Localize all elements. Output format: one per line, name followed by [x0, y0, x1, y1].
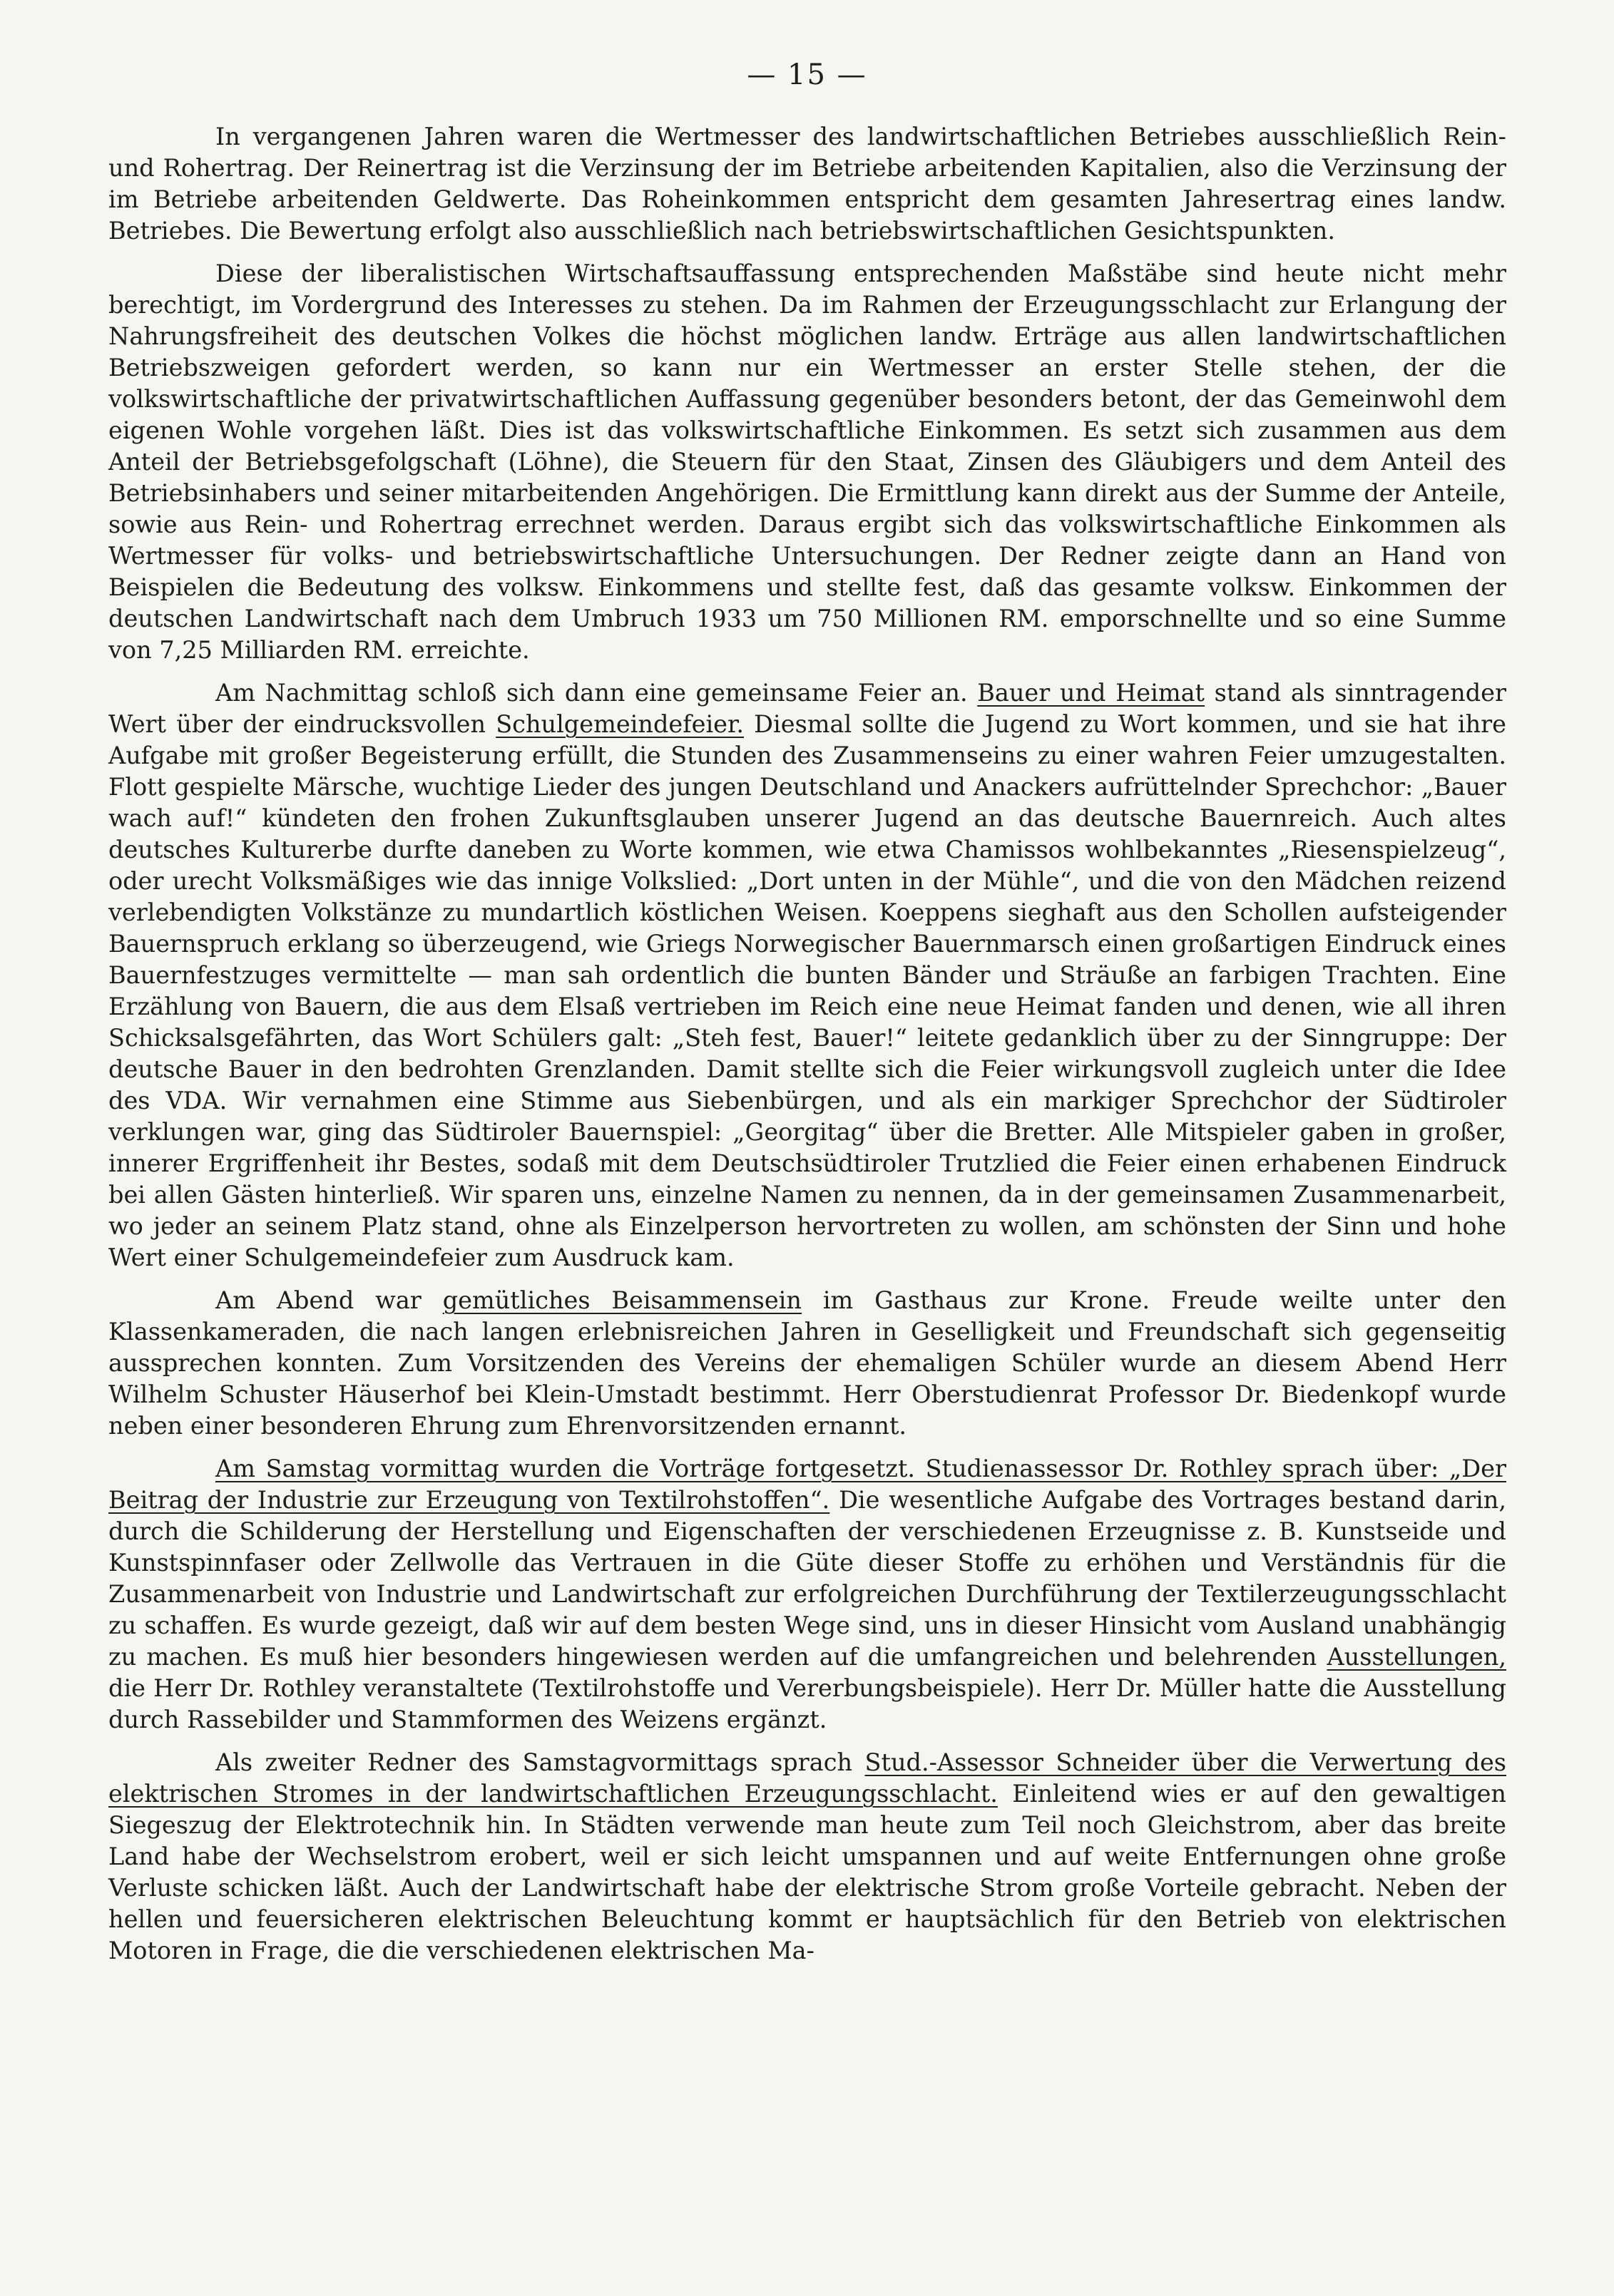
paragraph-abend: [108, 1285, 1506, 1442]
underlined-phrase: Schulgemeindefeier.: [496, 710, 744, 738]
underlined-phrase: Ausstellungen,: [1327, 1643, 1506, 1671]
text-run: Einleitend wies er auf den gewaltigen Siegeszug der Elektrotechnik hin. In Städten verwende man heute zum Teil noch Gleichstrom, aber das breite Land habe der Wechselstrom erobert, weil er sich leicht umspannen und auf weite Entfernungen ohne große Verluste schicken läßt. Auch der Landwirtschaft habe der elektrische Strom große Vorteile gebracht. Neben der hellen und feuersicheren elektrischen Beleuchtung kommt er hauptsächlich für den Betrieb von elektrischen Motoren in Frage, die die verschiedenen elektrischen Ma-: [108, 1780, 1506, 1964]
text-run: stand als sinntragender Wert über der eindrucksvollen: [108, 679, 1506, 738]
paragraph-volkswirtschaftliches-einkommen: Diese der liberalistischen Wirtschaftsauffassung entsprechenden Maßstäbe sind heute nicht mehr berechtigt, im Vordergrund des Interesses zu stehen. Da im Rahmen der Erzeugungsschlacht zur Erlangung der Nahrungsfreiheit des deutschen Volkes die höchst möglichen landw. Erträge aus allen landwirtschaftlichen Betriebszweigen gefordert werden, so kann nur ein Wertmesser an erster Stelle stehen, der die volkswirtschaftliche der privatwirtschaftlichen Auffassung gegenüber besonders betont, der das Gemeinwohl dem eigenen Wohle vorgehen läßt. Dies ist das volkswirtschaftliche Einkommen. Es setzt sich zusammen aus dem Anteil der Betriebsgefolgschaft (Löhne), die Steuern für den Staat, Zinsen des Gläubigers und dem Anteil des Betriebsinhabers und seiner mitarbeitenden Angehörigen. Die Ermittlung kann direkt aus der Summe der Anteile, sowie aus Rein- und Rohertrag errechnet werden. Daraus ergibt sich das volkswirtschaftliche Einkommen als Wertmesser für volks- und betriebswirtschaftliche Untersuchungen. Der Redner zeigte dann an Hand von Beispielen die Bedeutung des volksw. Einkommens und stellte fest, daß das gesamte volksw. Einkommen der deutschen Landwirtschaft nach dem Umbruch 1933 um 750 Millionen RM. emporschnellte und so eine Summe von 7,25 Milliarden RM. erreichte.: [108, 260, 1506, 664]
text-run: Am Nachmittag schloß sich dann eine gemeinsame Feier an.: [215, 679, 978, 707]
underlined-phrase: Bauer und Heimat: [977, 679, 1205, 707]
text-run: Als zweiter Redner des Samstagvormittags sprach: [215, 1748, 865, 1776]
article-body: [108, 121, 1506, 1978]
text-run: Diesmal sollte die Jugend zu Wort kommen, und sie hat ihre Aufgabe mit großer Begeisterung erfüllt, die Stunden des Zusammenseins zu einer wahren Feier umzugestalten. Flott gespielte Märsche, wuchtige Lieder des jungen Deutschland und Anackers aufrüttelnder Sprechchor: „Bauer wach auf!“ kündeten den frohen Zukunftsglauben unserer Jugend an das deutsche Bauernreich. Auch altes deutsches Kulturerbe durfte daneben zu Worte kommen, wie etwa Chamissos wohlbekanntes „Riesenspielzeug“, oder urecht Volksmäßiges wie das innige Volkslied: „Dort unten in der Mühle“, und die von den Mädchen reizend verlebendigten Volkstänze zu mundartlich köstlichen Weisen. Koeppens sieghaft aus den Schollen aufsteigender Bauernspruch erklang so überzeugend, wie Griegs Norwegischer Bauernmarsch einen großartigen Eindruck eines Bauernfestzuges vermittelte — man sah ordentlich die bunten Bänder und Sträuße an farbigen Trachten. Eine Erzählung von Bauern, die aus dem Elsaß vertrieben im Reich eine neue Heimat fanden und denen, wie all ihren Schicksalsgefährten, das Wort Schülers galt: „Steh fest, Bauer!“ leitete gedanklich über zu der Sinngruppe: Der deutsche Bauer in den bedrohten Grenzlanden. Damit stellte sich die Feier wirkungsvoll zugleich unter die Idee des VDA. Wir vernahmen eine Stimme aus Siebenbürgen, und als ein markiger Sprechchor der Südtiroler verklungen war, ging das Südtiroler Bauernspiel: „Georgitag“ über die Bretter. Alle Mitspieler gaben in großer, innerer Ergriffenheit ihr Bestes, sodaß mit dem Deutschsüdtiroler Trutzlied die Feier einen erhabenen Eindruck bei allen Gästen hinterließ. Wir sparen uns, einzelne Namen zu nennen, da in der gemeinsamen Zusammenarbeit, wo jeder an seinem Platz stand, ohne als Einzelperson hervortreten zu wollen, am schönsten der Sinn und hohe Wert einer Schulgemeindefeier zum Ausdruck kam.: [108, 710, 1506, 1271]
underlined-phrase: gemütliches Beisammensein: [442, 1286, 802, 1314]
text-run: Die wesentliche Aufgabe des Vortrages bestand darin, durch die Schilderung der Herstellung und Eigenschaften der verschiedenen Erzeugnisse z. B. Kunstseide und Kunstspinnfaser oder Zellwolle das Vertrauen in die Güte dieser Stoffe zu erhöhen und Verständnis für die Zusammenarbeit von Industrie und Landwirtschaft zur erfolgreichen Durchführung der Textilerzeugungsschlacht zu schaffen. Es wurde gezeigt, daß wir auf dem besten Wege sind, uns in dieser Hinsicht vom Ausland unabhängig zu machen. Es muß hier besonders hingewiesen werden auf die umfangreichen und belehrenden: [108, 1486, 1506, 1671]
text-run: im Gasthaus zur Krone. Freude weilte unter den Klassenkameraden, die nach langen erlebnisreichen Jahren in Geselligkeit und Freundschaft sich gegenseitig aussprechen konnten. Zum Vorsitzenden des Vereins der ehemaligen Schüler wurde an diesem Abend Herr Wilhelm Schuster Häuserhof bei Klein-Umstadt bestimmt. Herr Oberstudienrat Professor Dr. Biedenkopf wurde neben einer besonderen Ehrung zum Ehrenvorsitzenden ernannt.: [108, 1286, 1506, 1440]
paragraph-wertmesser: In vergangenen Jahren waren die Wertmesser des landwirtschaftlichen Betriebes ausschließlich Rein- und Rohertrag. Der Reinertrag ist die Verzinsung der im Betriebe arbeitenden Kapitalien, also die Verzinsung der im Betriebe arbeitenden Geldwerte. Das Roheinkommen entspricht dem gesamten Jahresertrag eines landw. Betriebes. Die Bewertung erfolgt also ausschließlich nach betriebswirtschaftlichen Gesichtspunkten.: [108, 123, 1506, 245]
underlined-phrase: Stud.-Assessor Schneider über die Verwertung des elektrischen Stromes in der landwirtschaftlichen Erzeugungsschlacht.: [108, 1748, 1506, 1808]
text-run: die Herr Dr. Rothley veranstaltete (Textilrohstoffe und Vererbungsbeispiele). Herr Dr. Müller hatte die Ausstellung durch Rassebilder und Stammformen des Weizens ergänzt.: [108, 1674, 1506, 1733]
page-number: — 15 —: [747, 58, 867, 91]
paragraph-schulgemeindefeier: [108, 677, 1506, 1273]
text-run: Am Abend war: [215, 1286, 443, 1314]
paragraph-textilrohstoffe: [108, 1453, 1506, 1736]
paragraph-elektrischer-strom: [108, 1747, 1506, 1967]
underlined-phrase: Am Samstag vormittag wurden die Vorträge fortgesetzt. Studienassessor Dr. Rothley sprach über: „Der Beitrag der Industrie zur Erzeugung von Textilrohstoffen“.: [108, 1455, 1506, 1514]
